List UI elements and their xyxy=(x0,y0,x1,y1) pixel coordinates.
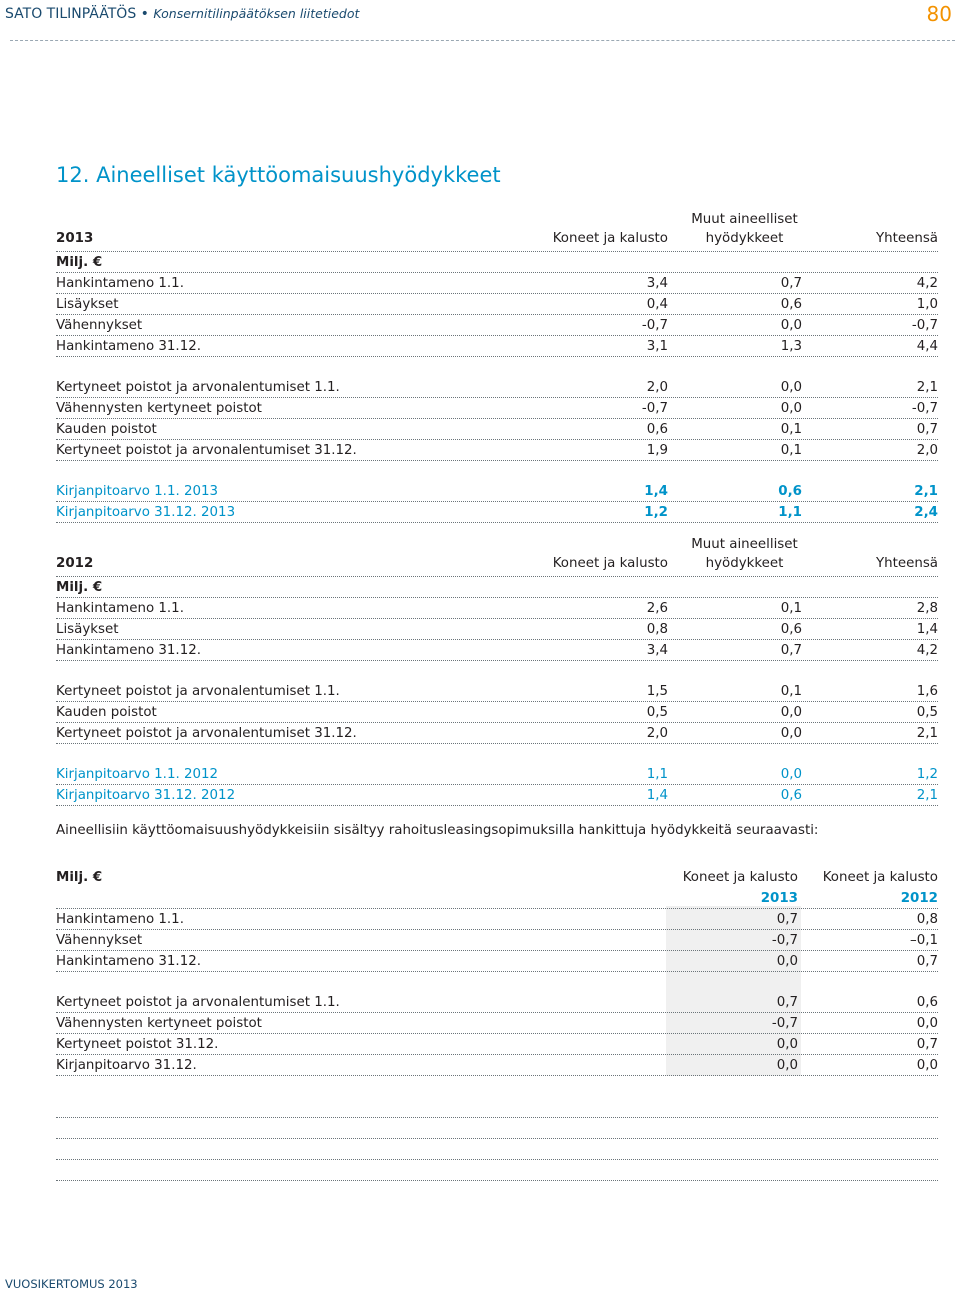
table-row: Hankintameno 1.1. 3,4 0,7 4,2 xyxy=(56,273,938,294)
ruled-line xyxy=(56,1118,938,1139)
table-header xyxy=(56,208,938,252)
ruled-line xyxy=(56,1160,938,1181)
unit-row: Milj. € xyxy=(56,252,938,273)
table-header xyxy=(56,867,938,888)
table-row: Lisäykset 0,8 0,6 1,4 xyxy=(56,619,938,640)
table-year-label: 2012 xyxy=(56,556,94,571)
table-row: Hankintameno 31.12. 3,1 1,3 4,4 xyxy=(56,336,938,357)
table-row: Kauden poistot 0,6 0,1 0,7 xyxy=(56,419,938,440)
table-row: Kertyneet poistot ja arvonalentumiset 1.1. 2,0 0,0 2,1 xyxy=(56,377,938,398)
year-header-row: 2013 2012 xyxy=(56,888,938,909)
page-title: 12. Aineelliset käyttöomaisuushyödykkeet xyxy=(56,163,501,187)
table-row: Lisäykset 0,4 0,6 1,0 xyxy=(56,294,938,315)
column-header-machinery: Koneet ja kalusto xyxy=(552,231,668,246)
column-header-other: Muut aineelliset hyödykkeet xyxy=(691,537,798,571)
book-value-row: Kirjanpitoarvo 1.1. 2013 1,4 0,6 2,1 xyxy=(56,481,938,502)
page-header xyxy=(0,0,960,44)
column-header-2012: Koneet ja kalusto xyxy=(822,870,938,885)
table-row: Hankintameno 31.12. 3,4 0,7 4,2 xyxy=(56,640,938,661)
table-row: Kertyneet poistot 31.12. 0,0 0,7 xyxy=(56,1034,938,1055)
table-row: Kertyneet poistot ja arvonalentumiset 1.1. 1,5 0,1 1,6 xyxy=(56,681,938,702)
column-header-machinery: Koneet ja kalusto xyxy=(552,556,668,571)
table-row: Vähennykset -0,7 0,0 -0,7 xyxy=(56,315,938,336)
table-row: Vähennykset -0,7 –0,1 xyxy=(56,930,938,951)
header-bullet: • xyxy=(140,6,149,22)
column-header-other: Muut aineelliset hyödykkeet xyxy=(691,212,798,246)
table-row: Vähennysten kertyneet poistot -0,7 0,0 xyxy=(56,1013,938,1034)
table-2013 xyxy=(56,208,938,523)
table-row: Kirjanpitoarvo 31.12. 0,0 0,0 xyxy=(56,1055,938,1076)
table-row: Hankintameno 31.12. 0,0 0,7 xyxy=(56,951,938,972)
table-row: Kertyneet poistot ja arvonalentumiset 31.12. 2,0 0,0 2,1 xyxy=(56,723,938,744)
header-divider xyxy=(10,40,955,41)
table-row: Vähennysten kertyneet poistot -0,7 0,0 -0,7 xyxy=(56,398,938,419)
header-breadcrumb xyxy=(5,6,359,22)
header-subsection: Konsernitilinpäätöksen liitetiedot xyxy=(153,6,360,21)
book-value-row: Kirjanpitoarvo 31.12. 2012 1,4 0,6 2,1 xyxy=(56,785,938,806)
table-row: Kauden poistot 0,5 0,0 0,5 xyxy=(56,702,938,723)
unit-row: Milj. € xyxy=(56,577,938,598)
leasing-table xyxy=(56,867,938,1076)
table-row: Hankintameno 1.1. 2,6 0,1 2,8 xyxy=(56,598,938,619)
page-number: 80 xyxy=(926,2,952,26)
unit-label: Milj. € xyxy=(56,870,103,885)
ruled-line xyxy=(56,1097,938,1118)
empty-ruled-lines xyxy=(56,1097,938,1181)
table-2012 xyxy=(56,533,938,806)
column-header-2013: Koneet ja kalusto xyxy=(682,870,798,885)
leasing-note: Aineellisiin käyttöomaisuushyödykkeisiin sisältyy rahoitusleasingsopimuksilla hankittuja hyödykkeitä seuraavasti: xyxy=(56,823,819,838)
ruled-line xyxy=(56,1139,938,1160)
header-section: SATO TILINPÄÄTÖS xyxy=(5,6,137,22)
book-value-row: Kirjanpitoarvo 31.12. 2013 1,2 1,1 2,4 xyxy=(56,502,938,523)
page-footer: VUOSIKERTOMUS 2013 xyxy=(5,1277,138,1291)
table-row: Kertyneet poistot ja arvonalentumiset 1.1. 0,7 0,6 xyxy=(56,992,938,1013)
table-year-label: 2013 xyxy=(56,231,94,246)
table-row: Hankintameno 1.1. 0,7 0,8 xyxy=(56,909,938,930)
table-header xyxy=(56,533,938,577)
column-header-total: Yhteensä xyxy=(875,231,938,246)
column-header-total: Yhteensä xyxy=(875,556,938,571)
table-row: Kertyneet poistot ja arvonalentumiset 31.12. 1,9 0,1 2,0 xyxy=(56,440,938,461)
book-value-row: Kirjanpitoarvo 1.1. 2012 1,1 0,0 1,2 xyxy=(56,764,938,785)
